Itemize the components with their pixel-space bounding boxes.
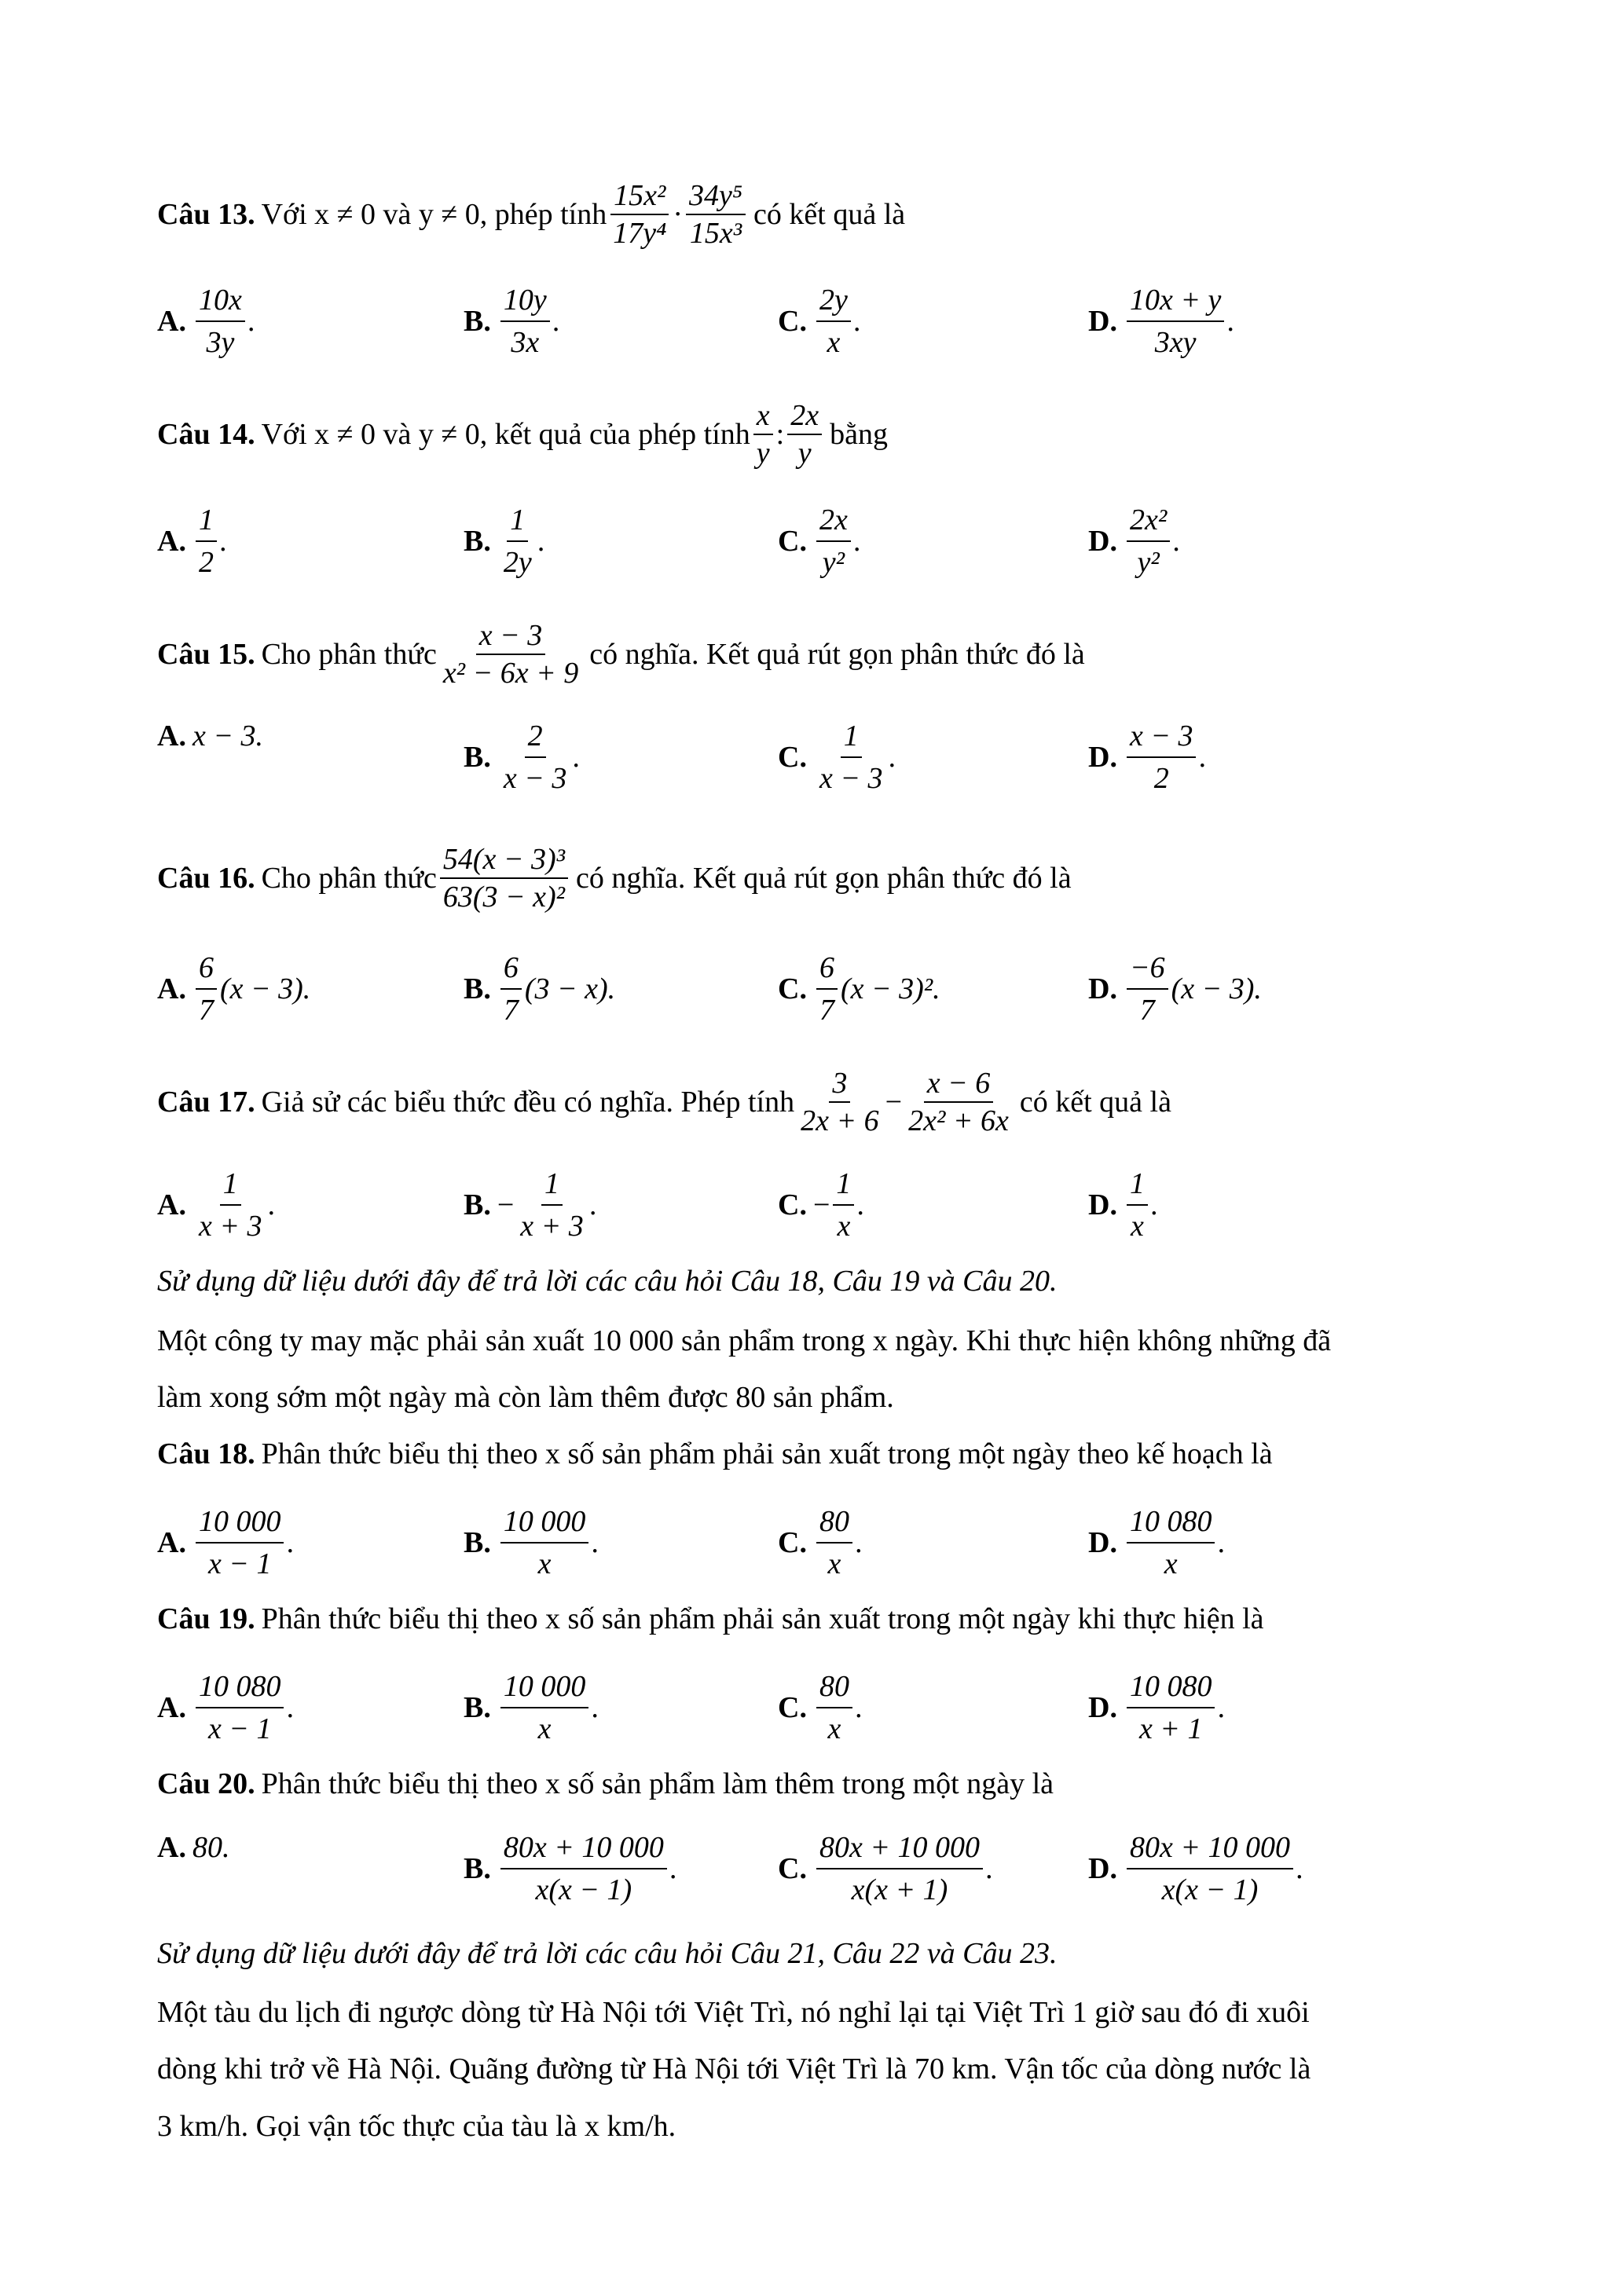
- option-label: D.: [1088, 1526, 1117, 1559]
- fraction-denominator: x − 1: [207, 1712, 272, 1745]
- answer-option[interactable]: [157, 1669, 295, 1746]
- option-label: C.: [778, 1526, 807, 1559]
- fraction-numerator: 1: [833, 1166, 854, 1206]
- question-label: Câu 16.: [157, 862, 255, 895]
- option-label: D.: [1088, 1691, 1117, 1724]
- answer-option[interactable]: [464, 1830, 677, 1907]
- option-suffix: .: [889, 741, 896, 774]
- answer-option[interactable]: [778, 950, 940, 1027]
- answer-option[interactable]: [1088, 1166, 1158, 1243]
- question-label: Câu 15.: [157, 638, 255, 671]
- fraction: [610, 181, 669, 248]
- option-suffix: .: [589, 1188, 598, 1221]
- paragraph-line: Một công ty may mặc phải sản xuất 10 000 sản phẩm trong x ngày. Khi thực hiện không những đã: [157, 1324, 1332, 1357]
- fraction-denominator: 2x + 6: [801, 1104, 879, 1137]
- fraction: [787, 401, 822, 468]
- option-suffix: .: [669, 1852, 678, 1885]
- question-text: Phân thức biểu thị theo x số sản phẩm phải sản xuất trong một ngày khi thực hiện là: [261, 1602, 1264, 1635]
- option-label: C.: [778, 525, 807, 558]
- fraction: [500, 1504, 589, 1581]
- fraction-numerator: 80x + 10 000: [1127, 1830, 1293, 1869]
- fraction-denominator: 2: [198, 546, 214, 579]
- option-label: C.: [778, 972, 807, 1005]
- option-suffix: (x − 3)².: [840, 972, 940, 1005]
- fraction: [1127, 1166, 1148, 1243]
- fraction: [686, 181, 746, 248]
- fraction-numerator: 2x²: [1127, 503, 1170, 542]
- option-suffix: .: [985, 1852, 994, 1885]
- paragraph-line: Một tàu du lịch đi ngược dòng từ Hà Nội tới Việt Trì, nó nghỉ lại tại Việt Trì 1 giờ sau đó đi xuôi: [157, 1996, 1310, 2029]
- answer-option[interactable]: [1088, 1830, 1303, 1907]
- question-text: Cho phân thức: [261, 638, 437, 671]
- option-label: A.: [157, 525, 186, 558]
- option-label: A.: [157, 1691, 186, 1724]
- question-label: Câu 19.: [157, 1602, 255, 1635]
- fraction: [500, 719, 570, 796]
- fraction-numerator: x − 6: [924, 1068, 994, 1103]
- fraction-numerator: 2x: [787, 401, 822, 435]
- fraction-denominator: 15x³: [689, 217, 742, 250]
- answer-option[interactable]: [464, 950, 615, 1027]
- option-suffix: .: [268, 1188, 276, 1221]
- option-label: A.: [157, 720, 186, 753]
- math-operator: :: [775, 418, 785, 451]
- fraction-numerator: 1: [507, 503, 528, 542]
- fraction-numerator: −6: [1127, 950, 1168, 990]
- option-suffix: .: [1296, 1852, 1304, 1885]
- option-text: 80.: [192, 1831, 230, 1864]
- fraction-numerator: 80x + 10 000: [816, 1830, 983, 1869]
- question-text: có kết quả là: [753, 198, 906, 231]
- fraction-numerator: 6: [196, 950, 217, 990]
- question-text: bằng: [830, 418, 888, 451]
- fraction: [500, 950, 522, 1027]
- question-label: Câu 13.: [157, 198, 255, 231]
- option-suffix: .: [853, 525, 862, 558]
- fraction-denominator: y: [797, 437, 812, 470]
- fraction: [196, 950, 217, 1027]
- fraction-denominator: 3xy: [1154, 326, 1197, 359]
- fraction: [816, 1830, 983, 1907]
- question-text: Cho phân thức: [261, 862, 437, 895]
- fraction: [500, 1830, 667, 1907]
- instruction-note: Sử dụng dữ liệu dưới đây để trả lời các câu hỏi Câu 21, Câu 22 và Câu 23.: [157, 1937, 1058, 1970]
- fraction-denominator: x + 3: [198, 1210, 262, 1243]
- option-label: D.: [1088, 305, 1117, 338]
- fraction: [816, 1504, 852, 1581]
- fraction-numerator: 6: [816, 950, 838, 990]
- fraction: [816, 950, 838, 1027]
- fraction-numerator: 15x²: [610, 181, 669, 215]
- answer-option[interactable]: [464, 503, 545, 580]
- fraction-numerator: 1: [220, 1166, 241, 1206]
- fraction-numerator: 1: [841, 719, 862, 758]
- option-label: A.: [157, 1831, 186, 1864]
- question-text: Giả sử các biểu thức đều có nghĩa. Phép tính: [261, 1086, 795, 1119]
- option-label: A.: [157, 1188, 186, 1221]
- question-label: Câu 14.: [157, 418, 255, 451]
- fraction-numerator: 10 080: [1127, 1504, 1215, 1543]
- fraction: [816, 503, 851, 580]
- answer-option[interactable]: [778, 503, 861, 580]
- fraction-numerator: 10 000: [500, 1669, 589, 1708]
- fraction: [753, 401, 773, 468]
- answer-option[interactable]: [778, 1830, 993, 1907]
- question-text: có nghĩa. Kết quả rút gọn phân thức đó là: [589, 638, 1085, 671]
- fraction-numerator: x − 3: [1127, 719, 1197, 758]
- fraction-numerator: 10 080: [1127, 1669, 1215, 1708]
- fraction-denominator: x: [827, 326, 841, 359]
- answer-option[interactable]: [778, 1669, 863, 1746]
- paragraph-line: dòng khi trở về Hà Nội. Quãng đường từ Hà Nội tới Việt Trì là 70 km. Vận tốc của dòng nước là: [157, 2052, 1311, 2085]
- option-label: B.: [464, 1188, 491, 1221]
- option-suffix: .: [1199, 741, 1207, 774]
- paragraph-line: làm xong sớm một ngày mà còn làm thêm được 80 sản phẩm.: [157, 1381, 894, 1414]
- fraction-numerator: 3: [829, 1068, 850, 1103]
- option-suffix: .: [853, 305, 862, 338]
- option-label: C.: [778, 305, 807, 338]
- fraction-numerator: 10 080: [196, 1669, 284, 1708]
- answer-option[interactable]: [778, 719, 896, 796]
- fraction-numerator: 10x + y: [1127, 283, 1224, 322]
- option-label: B.: [464, 305, 491, 338]
- question-stem: [157, 1439, 1273, 1469]
- paragraph-line: 3 km/h. Gọi vận tốc thực của tàu là x km/h.: [157, 2110, 676, 2143]
- option-suffix: (3 − x).: [524, 972, 616, 1005]
- fraction-numerator: 2y: [816, 283, 851, 322]
- fraction-denominator: x − 3: [503, 762, 567, 795]
- fraction-numerator: 1: [1127, 1166, 1148, 1206]
- fraction-denominator: 7: [819, 994, 834, 1027]
- fraction-denominator: x + 1: [1138, 1712, 1203, 1745]
- fraction-denominator: y²: [1137, 546, 1160, 579]
- fraction: [196, 1504, 284, 1581]
- answer-option[interactable]: [464, 283, 560, 360]
- option-label: D.: [1088, 972, 1117, 1005]
- option-suffix: .: [287, 1691, 295, 1724]
- fraction-denominator: x² − 6x + 9: [442, 657, 579, 690]
- option-suffix: (x − 3).: [219, 972, 311, 1005]
- answer-option[interactable]: [778, 283, 861, 360]
- option-label: C.: [778, 741, 807, 774]
- fraction-numerator: 6: [500, 950, 522, 990]
- answer-option[interactable]: [778, 1504, 863, 1581]
- option-label: C.: [778, 1691, 807, 1724]
- question-stem: [157, 844, 1072, 912]
- option-label: B.: [464, 525, 491, 558]
- instruction-note: Sử dụng dữ liệu dưới đây để trả lời các câu hỏi Câu 18, Câu 19 và Câu 20.: [157, 1265, 1058, 1298]
- question-stem: [157, 1604, 1264, 1634]
- question-text: Phân thức biểu thị theo x số sản phẩm làm thêm trong một ngày là: [261, 1767, 1054, 1800]
- fraction-numerator: 80: [816, 1669, 852, 1708]
- fraction-numerator: 1: [196, 503, 217, 542]
- option-suffix: .: [247, 305, 256, 338]
- fraction: [1127, 503, 1170, 580]
- option-label: A.: [157, 972, 186, 1005]
- question-stem: [157, 401, 888, 468]
- fraction-numerator: 1: [541, 1166, 563, 1206]
- option-label: B.: [464, 741, 491, 774]
- option-label: D.: [1088, 1188, 1117, 1221]
- question-label: Câu 18.: [157, 1437, 255, 1470]
- fraction-numerator: 10 000: [196, 1504, 284, 1543]
- option-suffix: .: [287, 1526, 295, 1559]
- option-suffix: .: [857, 1188, 865, 1221]
- fraction: [196, 283, 245, 360]
- option-prefix: −: [497, 1188, 515, 1221]
- option-suffix: .: [1218, 1691, 1226, 1724]
- answer-option[interactable]: [1088, 503, 1181, 580]
- fraction-numerator: x − 3: [476, 621, 546, 655]
- answer-option[interactable]: [464, 1166, 597, 1243]
- fraction-denominator: y: [756, 437, 770, 470]
- fraction-denominator: x(x + 1): [851, 1873, 948, 1906]
- option-suffix: .: [855, 1691, 863, 1724]
- option-suffix: .: [552, 305, 561, 338]
- fraction: [816, 719, 886, 796]
- option-label: B.: [464, 1852, 491, 1885]
- fraction: [1127, 1669, 1215, 1746]
- question-stem: [157, 1769, 1054, 1799]
- option-suffix: .: [1173, 525, 1181, 558]
- fraction: [196, 503, 217, 580]
- fraction: [816, 283, 851, 360]
- fraction: [797, 1068, 882, 1136]
- option-label: B.: [464, 1691, 491, 1724]
- option-label: B.: [464, 1526, 491, 1559]
- option-label: D.: [1088, 525, 1117, 558]
- fraction: [500, 1669, 589, 1746]
- option-suffix: .: [1218, 1526, 1226, 1559]
- fraction-numerator: 54(x − 3)³: [440, 844, 568, 879]
- answer-option[interactable]: [157, 950, 310, 1027]
- fraction-numerator: 34y⁵: [686, 181, 746, 215]
- question-stem: [157, 621, 1085, 688]
- fraction: [500, 503, 535, 580]
- fraction: [196, 1166, 266, 1243]
- fraction-denominator: x: [1131, 1210, 1144, 1243]
- fraction-denominator: x: [537, 1547, 552, 1580]
- fraction-denominator: 3y: [206, 326, 235, 359]
- answer-option[interactable]: [157, 1830, 229, 1865]
- fraction-denominator: x: [1164, 1547, 1178, 1580]
- option-suffix: .: [1150, 1188, 1159, 1221]
- answer-option[interactable]: [157, 1166, 276, 1243]
- math-operator: ·: [673, 198, 683, 231]
- fraction-numerator: 10y: [500, 283, 550, 322]
- option-label: C.: [778, 1188, 807, 1221]
- fraction-denominator: 63(3 − x)²: [442, 881, 566, 914]
- option-text: x − 3.: [192, 720, 263, 753]
- fraction: [440, 844, 568, 912]
- fraction: [1127, 1830, 1293, 1907]
- fraction-numerator: x: [753, 401, 773, 435]
- option-label: A.: [157, 1526, 186, 1559]
- fraction: [517, 1166, 587, 1243]
- answer-option[interactable]: [464, 719, 581, 796]
- question-label: Câu 20.: [157, 1767, 255, 1800]
- option-label: D.: [1088, 741, 1117, 774]
- fraction: [1127, 1504, 1215, 1581]
- option-suffix: .: [537, 525, 546, 558]
- fraction-denominator: x(x − 1): [535, 1873, 632, 1906]
- fraction: [833, 1166, 854, 1243]
- fraction-denominator: x − 3: [819, 762, 883, 795]
- fraction-denominator: x + 3: [520, 1210, 584, 1243]
- fraction-numerator: 10 000: [500, 1504, 589, 1543]
- question-text: Với x ≠ 0 và y ≠ 0, phép tính: [261, 198, 607, 231]
- fraction-numerator: 80x + 10 000: [500, 1830, 667, 1869]
- fraction: [1127, 950, 1168, 1027]
- option-suffix: .: [592, 1691, 599, 1724]
- option-suffix: .: [1227, 305, 1235, 338]
- option-label: A.: [157, 305, 186, 338]
- fraction-denominator: 7: [503, 994, 519, 1027]
- fraction-denominator: x − 1: [207, 1547, 272, 1580]
- fraction-denominator: y²: [822, 546, 845, 579]
- answer-option[interactable]: [464, 1669, 599, 1746]
- answer-option[interactable]: [157, 283, 255, 360]
- option-suffix: .: [855, 1526, 863, 1559]
- answer-option[interactable]: [1088, 719, 1207, 796]
- fraction-numerator: 2x: [816, 503, 851, 542]
- fraction: [440, 621, 581, 688]
- fraction-denominator: 3x: [511, 326, 540, 359]
- option-suffix: (x − 3).: [1171, 972, 1262, 1005]
- fraction-numerator: 10x: [196, 283, 245, 322]
- question-stem: [157, 181, 905, 248]
- question-label: Câu 17.: [157, 1086, 255, 1119]
- option-suffix: .: [592, 1526, 599, 1559]
- answer-option[interactable]: [464, 1504, 599, 1581]
- fraction: [196, 1669, 284, 1746]
- question-text: có nghĩa. Kết quả rút gọn phân thức đó là: [576, 862, 1072, 895]
- option-suffix: .: [573, 741, 581, 774]
- fraction-denominator: x: [827, 1547, 841, 1580]
- option-suffix: .: [219, 525, 228, 558]
- answer-option[interactable]: [157, 503, 227, 580]
- option-label: B.: [464, 972, 491, 1005]
- fraction-denominator: 2x² + 6x: [908, 1104, 1009, 1137]
- fraction-denominator: 17y⁴: [613, 217, 667, 250]
- question-stem: [157, 1068, 1171, 1136]
- fraction-denominator: 7: [198, 994, 214, 1027]
- fraction: [816, 1669, 852, 1746]
- answer-option[interactable]: [1088, 1504, 1226, 1581]
- fraction-numerator: 2: [525, 719, 546, 758]
- math-operator: −: [885, 1086, 903, 1119]
- answer-option[interactable]: [1088, 950, 1262, 1027]
- answer-option[interactable]: [1088, 283, 1235, 360]
- question-text: Với x ≠ 0 và y ≠ 0, kết quả của phép tính: [261, 418, 750, 451]
- fraction-denominator: 7: [1139, 994, 1155, 1027]
- answer-option[interactable]: [1088, 1669, 1226, 1746]
- fraction: [1127, 283, 1224, 360]
- fraction-denominator: 2y: [503, 546, 532, 579]
- answer-option[interactable]: [778, 1166, 865, 1243]
- answer-option[interactable]: [157, 1504, 295, 1581]
- fraction-denominator: 2: [1153, 762, 1169, 795]
- fraction: [905, 1068, 1012, 1136]
- fraction: [1127, 719, 1197, 796]
- fraction-denominator: x: [837, 1210, 851, 1243]
- fraction-denominator: x(x − 1): [1161, 1873, 1259, 1906]
- fraction-numerator: 80: [816, 1504, 852, 1543]
- answer-option[interactable]: [157, 719, 263, 753]
- fraction: [500, 283, 550, 360]
- option-label: D.: [1088, 1852, 1117, 1885]
- option-prefix: −: [812, 1188, 830, 1221]
- option-label: C.: [778, 1852, 807, 1885]
- fraction-denominator: x: [827, 1712, 841, 1745]
- question-text: có kết quả là: [1019, 1086, 1171, 1119]
- fraction-denominator: x: [537, 1712, 552, 1745]
- question-text: Phân thức biểu thị theo x số sản phẩm phải sản xuất trong một ngày theo kế hoạch là: [261, 1437, 1273, 1470]
